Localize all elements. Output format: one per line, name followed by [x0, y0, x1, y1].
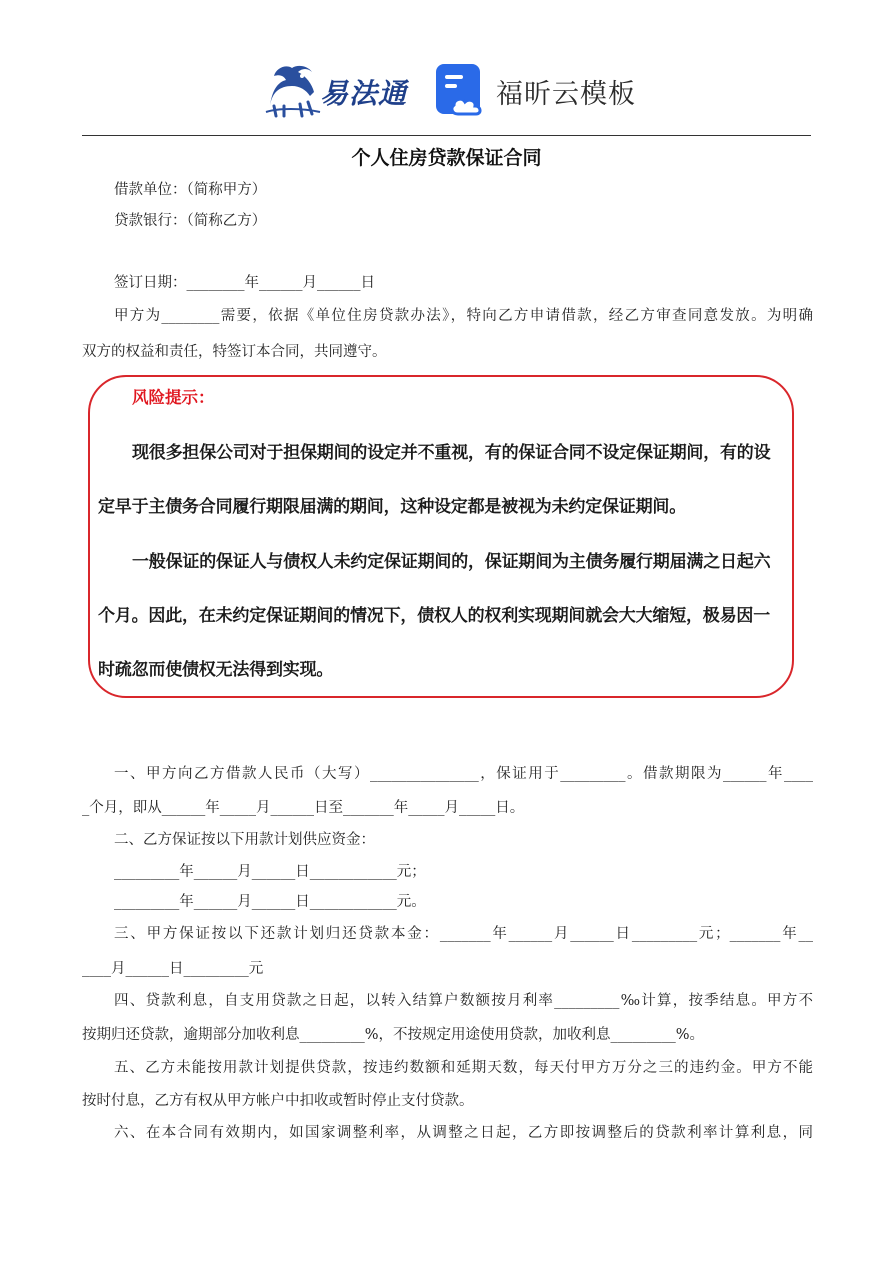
clause-line: 三、甲方保证按以下还款计划归还贷款本金：_______年______月______日_________元；_______年__ [114, 926, 813, 942]
intro-line: 双方的权益和责任，特签订本合同，共同遵守。 [82, 344, 387, 360]
yifatong-logo [262, 62, 412, 120]
clause-line: ____月______日_________元 [82, 961, 264, 977]
header-divider [82, 135, 811, 136]
clause-line: _个月，即从______年_____月______日至_______年_____月_____日。 [82, 800, 525, 816]
risk-notice-box [88, 375, 794, 698]
risk-notice-line: 现很多担保公司对于担保期间的设定并不重视，有的保证合同不设定保证期间，有的设 [132, 443, 771, 463]
risk-notice-line: 一般保证的保证人与债权人未约定保证期间的，保证期间为主债务履行期届满之日起六 [132, 552, 771, 572]
intro-line: 甲方为________需要，依据《单位住房贷款办法》，特向乙方申请借款，经乙方审查同意发放。为明确 [114, 308, 813, 324]
clause-line: _________年______月______日____________元； [114, 864, 426, 880]
clause-line: 一、甲方向乙方借款人民币（大写）_______________，保证用于_________。借款期限为______年____ [114, 766, 813, 782]
document-title: 个人住房贷款保证合同 [351, 147, 542, 169]
logo-right-text: 福昕云模板 [496, 79, 636, 110]
clause-line: 六、在本合同有效期内，如国家调整利率，从调整之日起，乙方即按调整后的贷款利率计算利息，同 [114, 1125, 813, 1141]
lender-line: 贷款银行：（简称乙方） [114, 213, 267, 229]
risk-notice-line: 时疏忽而使债权无法得到实现。 [98, 660, 334, 680]
clause-line: _________年______月______日____________元。 [114, 894, 426, 910]
cloud-document-icon [436, 64, 486, 118]
borrower-line: 借款单位：（简称甲方） [114, 182, 267, 198]
clause-line: 五、乙方未能按用款计划提供贷款，按违约数额和延期天数，每天付甲方万分之三的违约金。甲方不能 [114, 1060, 813, 1076]
qilin-emblem-icon [262, 62, 322, 120]
risk-notice-line: 个月。因此，在未约定保证期间的情况下，债权人的权利实现期间就会大大缩短，极易因一 [98, 606, 770, 626]
clause-line: 四、贷款利息，自支用贷款之日起，以转入结算户数额按月利率_________‰计算，按季结息。甲方不 [114, 993, 813, 1009]
page-header [0, 60, 893, 122]
clause-line: 按时付息，乙方有权从甲方帐户中扣收或暂时停止支付贷款。 [82, 1093, 474, 1109]
sign-date-line: 签订日期：________年______月______日 [114, 275, 375, 291]
clause-line: 二、乙方保证按以下用款计划供应资金： [114, 832, 375, 848]
risk-notice-title: 风险提示： [132, 388, 215, 407]
logo-left-text: 易法通 [320, 77, 408, 110]
clause-line: 按期归还贷款，逾期部分加收利息_________%，不按规定用途使用贷款，加收利息_________%。 [82, 1027, 705, 1043]
risk-notice-line: 定早于主债务合同履行期限届满的期间，这种设定都是被视为未约定保证期间。 [98, 497, 686, 517]
